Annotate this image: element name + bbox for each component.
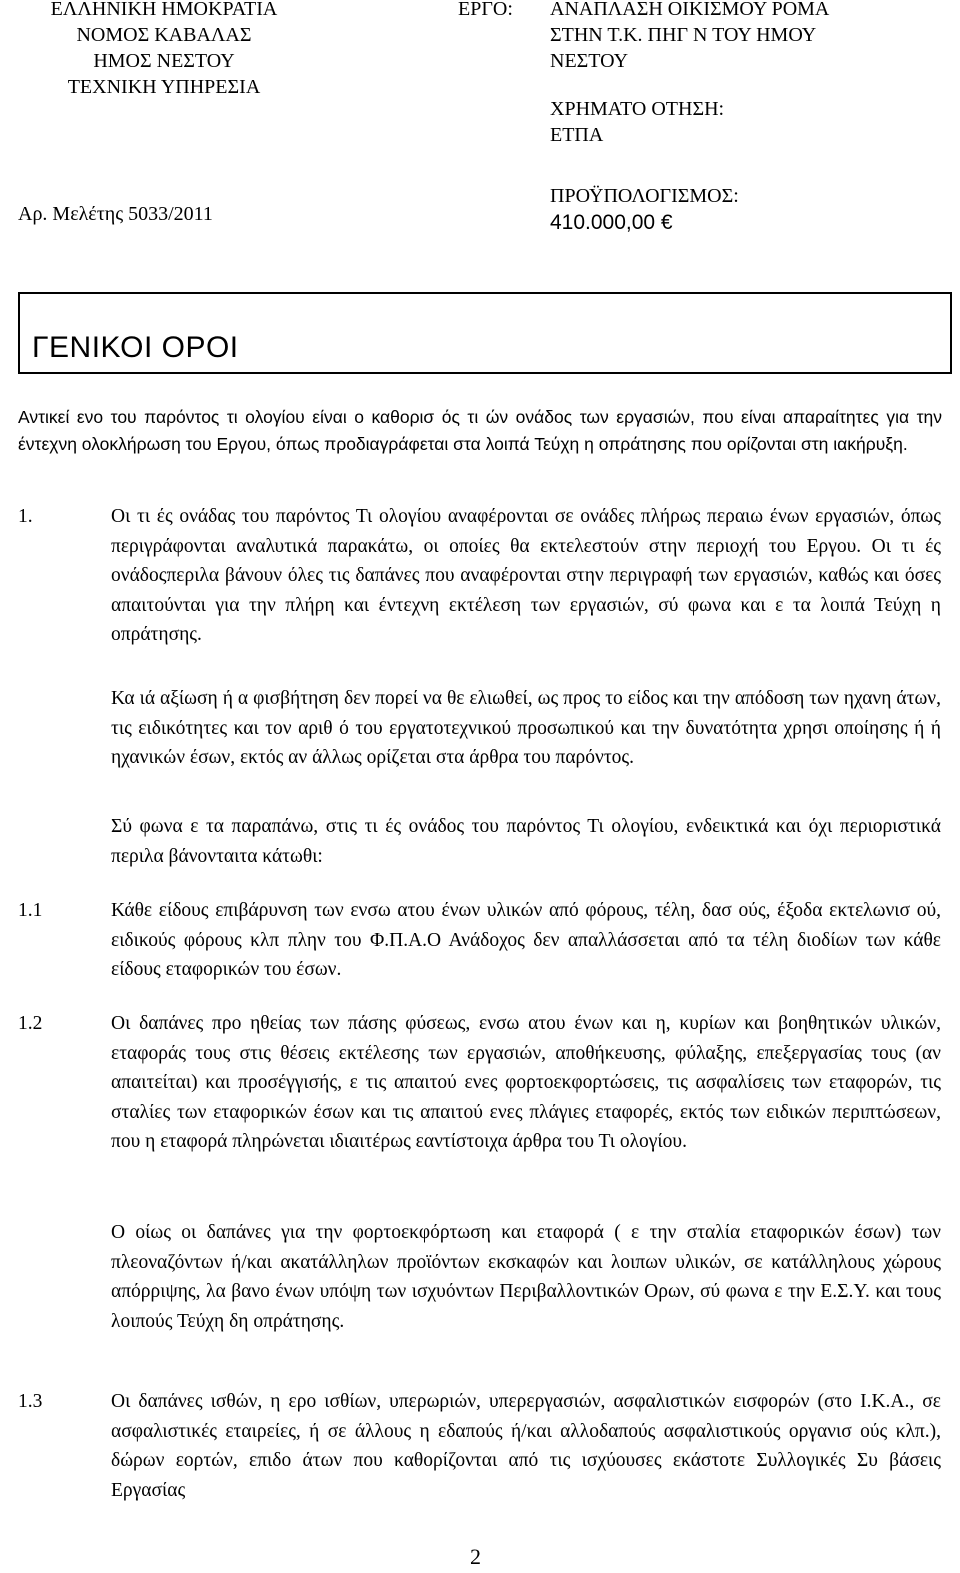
- section-number: 1.: [18, 506, 33, 527]
- project-title-line: ΝΕΣΤΟΥ: [550, 50, 629, 72]
- page-number: 2: [470, 1544, 481, 1569]
- paragraph: Κα ιά αξίωση ή α φισβήτηση δεν πορεί να θε ελιωθεί, ως προς το είδος και την απόδοση των ηχανη άτων, τις ειδικότητες και τον αριθ ό του εργατοτεχνικού προσωπικού και την δυνατότητα χρησι οποίησης ή ή ηχανικών έσων, εκτός αν άλλως ορίζεται στα άρθρα του παρόντος.: [111, 688, 941, 768]
- authority-line: ΗΜΟΣ ΝΕΣΤΟΥ: [93, 50, 235, 72]
- budget-label: ΠΡΟΫΠΟΛΟΓΙΣΜΟΣ:: [550, 185, 739, 207]
- authority-line: ΤΕΧΝΙΚΗ ΥΠΗΡΕΣΙΑ: [67, 76, 261, 98]
- issuing-authority: [14, 0, 314, 100]
- section-number: 1.2: [18, 1013, 43, 1034]
- section-number: 1.1: [18, 900, 43, 921]
- funding-value: ΕΤΠΑ: [550, 124, 604, 146]
- paragraph: Κάθε είδους επιβάρυνση των ενσω ατου ένων υλικών από φόρους, τέλη, δασ ούς, έξοδα εκτελωνισ ού, ειδικούς φόρους κλπ πλην του Φ.Π.Α.Ο Ανάδοχος δεν απαλλάσσεται από τα τέλη διοδίων των κάθε είδους εταφορικών του έσων.: [111, 900, 941, 980]
- section-title: ΓΕΝΙΚΟΙ ΟΡΟΙ: [32, 331, 239, 364]
- paragraph: Σύ φωνα ε τα παραπάνω, στις τι ές ονάδος του παρόντος Τι ολογίου, ενδεικτικά και όχι περιοριστικά περιλα βάνονταιτα κάτωθι:: [111, 816, 941, 867]
- section-number: 1.3: [18, 1391, 43, 1412]
- paragraph: Οι δαπάνες προ ηθείας των πάσης φύσεως, ενσω ατου ένων και η, κυρίων και βοηθητικών υλικών, εταφοράς τους στις θέσεις εκτέλεσης των εργασιών, αποθήκευσης, φύλαξης, επεξεργασίας τους (αν απαιτείται) και προσέγγισής, ε τις απαιτού ενες φορτοεκφορτώσεις, τις ασφαλίσεις των εταφορών, τις σταλίες των εταφορικών έσων και τις απαιτού ενες πλάγιες εταφορές, εκτός των ειδικών περιπτώσεων, που η εταφορά πληρώνεται ιδιαιτέρως εαντίστοιχα άρθρα του Τι ολογίου.: [111, 1013, 941, 1152]
- funding-label: ΧΡΗΜΑΤΟ ΟΤΗΣΗ:: [550, 98, 725, 120]
- paragraph: Οι τι ές ονάδας του παρόντος Τι ολογίου αναφέρονται σε ονάδες πλήρως περαιω ένων εργασιών, όπως περιγράφονται αναλυτικά παρακάτω, οι οποίες θα εκτελεστούν στην περιοχή του Εργου. Οι τι ές ονάδοςπεριλα βάνουν όλες τις δαπάνες που αναφέρονται στην περιγραφή των εργασιών, καθώς και όσες απαιτούνται για την πλήρη και έντεχνη εκτέλεση των εργασιών, σύ φωνα και ε τα λοιπά Τεύχη η οπράτησης.: [111, 506, 941, 645]
- project-title-line: ΑΝΑΠΛΑΣΗ ΟΙΚΙΣΜΟΥ ΡΟΜΑ: [550, 0, 830, 20]
- paragraph: Ο οίως οι δαπάνες για την φορτοεκφόρτωση και εταφορά ( ε την σταλία εταφορικών έσων) των πλεοναζόντων ή/και ακατάλληλων προϊόντων εκσκαφών και λοιπων υλικών, σε κατάλληλους χώρους απόρριψης, λα βανο ένων υπόψη των ισχυόντων Περιβαλλοντικών Ορων, σύ φωνα ε την Ε.Σ.Υ. και τους λοιπούς Τεύχη δη οπράτησης.: [111, 1222, 941, 1332]
- budget-value: 410.000,00 €: [550, 211, 673, 234]
- section-title-box: [18, 292, 952, 374]
- paragraph: Οι δαπάνες ισθών, η ερο ισθίων, υπερωριών, υπερεργασιών, ασφαλιστικών εισφορών (στο Ι.Κ.Α., σε ασφαλιστικές εταιρείες, ή σε άλλους η εδαπούς ή/και αλλοδαπούς ασφαλιστικούς οργανισ ούς κλπ.), δώρων εορτών, επιδο άτων που καθορίζονται από τις ισχύουσες εκάστοτε Συλλογικές Συ βάσεις Εργασίας: [111, 1391, 941, 1501]
- authority-line: ΝΟΜΟΣ ΚΑΒΑΛΑΣ: [76, 24, 252, 46]
- study-number: Αρ. Μελέτης 5033/2011: [18, 203, 213, 225]
- project-title-line: ΣΤΗΝ Τ.Κ. ΠΗΓ Ν ΤΟΥ ΗΜΟΥ: [550, 24, 817, 46]
- project-label: ΕΡΓΟ:: [458, 0, 513, 20]
- project-info: [550, 0, 950, 148]
- intro-paragraph: Αντικεί ενο του παρόντος τι ολογίου είναι ο καθορισ ός τι ών ονάδος των εργασιών, που είναι απαραίτητες για την έντεχνη ολοκλήρωση του Εργου, όπως προδιαγράφεται στα λοιπά Τεύχη η οπράτησης που ορίζονται στη ιακήρυξη.: [18, 407, 942, 454]
- authority-line: ΕΛΛΗΝΙΚΗ ΗΜΟΚΡΑΤΙΑ: [50, 0, 278, 20]
